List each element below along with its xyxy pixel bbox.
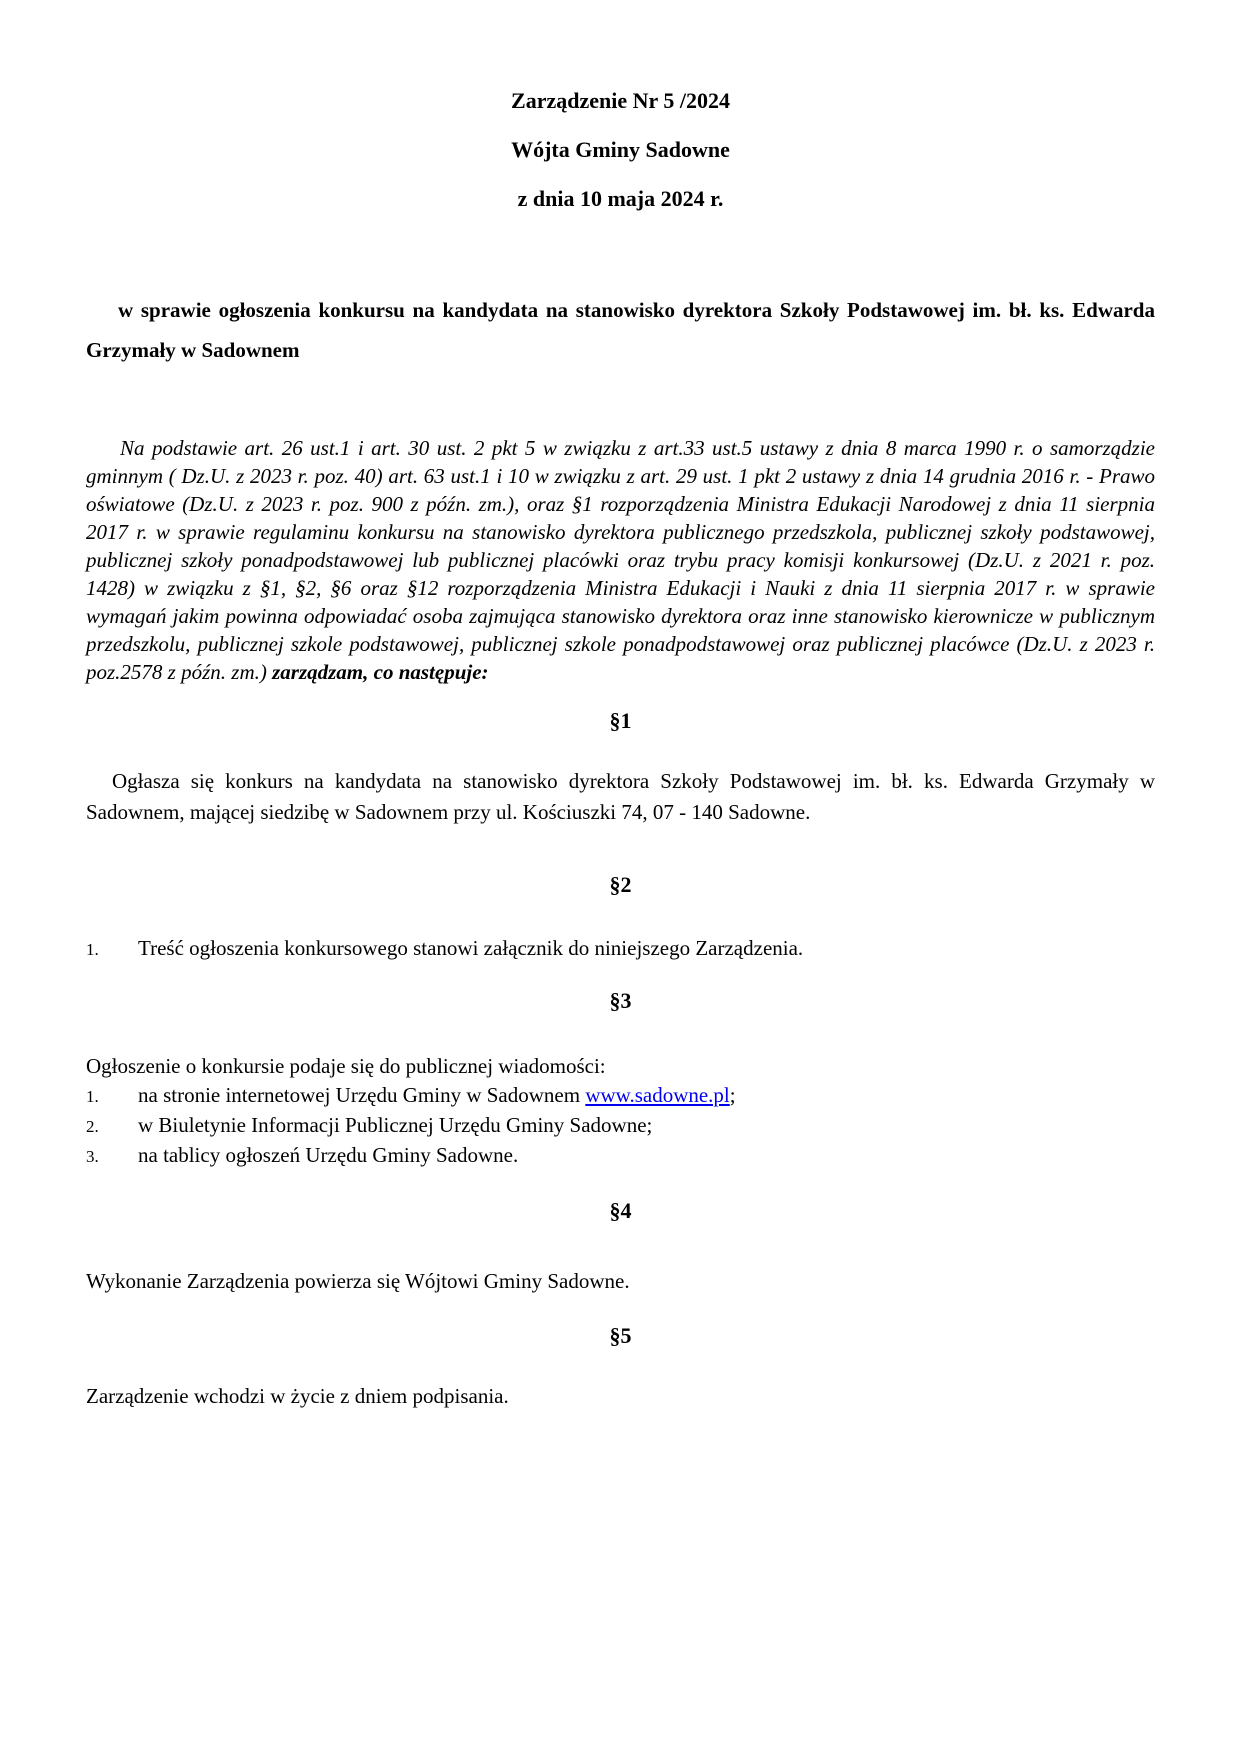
section-3-item-2	[86, 1111, 1155, 1141]
ordinance-date: z dnia 10 maja 2024 r.	[517, 186, 724, 211]
subject-line: w sprawie ogłoszenia konkursu na kandydata na stanowisko dyrektora Szkoły Podstawowej im. bł. ks. Edwarda Grzymały w Sadownem	[86, 298, 1155, 362]
link-suffix-text: ;	[729, 1083, 736, 1107]
list-number: 3.	[86, 1147, 99, 1166]
title-block	[86, 88, 1155, 212]
link-prefix-text: na stronie internetowej Urzędu Gminy w Sadownem	[138, 1083, 586, 1107]
list-item-text: na tablicy ogłoszeń Urzędu Gminy Sadowne.	[138, 1143, 519, 1167]
list-item-text: Treść ogłoszenia konkursowego stanowi załącznik do niniejszego Zarządzenia.	[138, 936, 804, 960]
legal-basis-text: Na podstawie art. 26 ust.1 i art. 30 ust. 2 pkt 5 w związku z art.33 ust.5 ustawy z dnia 8 marca 1990 r. o samorządzie gminnym ( Dz.U. z 2023 r. poz. 40) art. 63 ust.1 i 10 w związku z art. 29 ust. 1 pkt 2 ustawy z dnia 14 grudnia 2016 r. - Prawo oświatowe (Dz.U. z 2023 r. poz. 900 z późn. zm.), oraz §1 rozporządzenia Ministra Edukacji Narodowej z dnia 11 sierpnia 2017 r. w sprawie regulaminu konkursu na stanowisko dyrektora publicznego przedszkola, publicznej szkoły podstawowej, publicznej szkoły ponadpodstawowej lub publicznej placówki oraz trybu pracy komisji konkursowej (Dz.U. z 2021 r. poz. 1428) w związku z §1, §2, §6 oraz §12 rozporządzenia Ministra Edukacji i Nauki z dnia 11 sierpnia 2017 r. w sprawie wymagań jakim powinna odpowiadać osoba zajmująca stanowisko dyrektora oraz inne stanowisko kierownicze w publicznym przedszkolu, publicznej szkole podstawowej, publicznej szkole ponadpodstawowej oraz publicznej placówce (Dz.U. z 2023 r. poz.2578 z późn. zm.)	[86, 436, 1155, 684]
section-4-heading: §4	[609, 1198, 632, 1223]
ordinance-number: Zarządzenie Nr 5 /2024	[511, 88, 730, 113]
section-2-heading: §2	[609, 872, 632, 897]
list-number: 1.	[86, 940, 99, 959]
section-3-item-1	[86, 1081, 1155, 1111]
section-5-heading: §5	[609, 1323, 632, 1348]
section-3-heading: §3	[609, 988, 632, 1013]
section-3-intro: Ogłoszenie o konkursie podaje się do publicznej wiadomości:	[86, 1054, 606, 1078]
list-item-text: w Biuletynie Informacji Publicznej Urzędu Gminy Sadowne;	[138, 1113, 653, 1137]
list-number: 1.	[86, 1087, 99, 1106]
issuing-authority: Wójta Gminy Sadowne	[511, 137, 730, 162]
sadowne-website-link[interactable]: www.sadowne.pl	[585, 1083, 730, 1107]
list-number: 2.	[86, 1117, 99, 1136]
section-4-paragraph: Wykonanie Zarządzenia powierza się Wójtowi Gminy Sadowne.	[86, 1269, 630, 1293]
section-3-item-3	[86, 1141, 1155, 1171]
section-1-heading: §1	[609, 708, 632, 733]
legal-basis-paragraph	[86, 434, 1155, 686]
list-item-text	[138, 1081, 1155, 1109]
decree-phrase: zarządzam, co następuje:	[272, 660, 489, 684]
section-1-paragraph: Ogłasza się konkurs na kandydata na stanowisko dyrektora Szkoły Podstawowej im. bł. ks. Edwarda Grzymały w Sadownem, mającej siedzibę w Sadownem przy ul. Kościuszki 74, 07 - 140 Sadowne.	[86, 769, 1155, 824]
section-2-item-1	[86, 935, 1155, 963]
section-3-list	[86, 1081, 1155, 1171]
section-5-paragraph: Zarządzenie wchodzi w życie z dniem podpisania.	[86, 1384, 509, 1408]
